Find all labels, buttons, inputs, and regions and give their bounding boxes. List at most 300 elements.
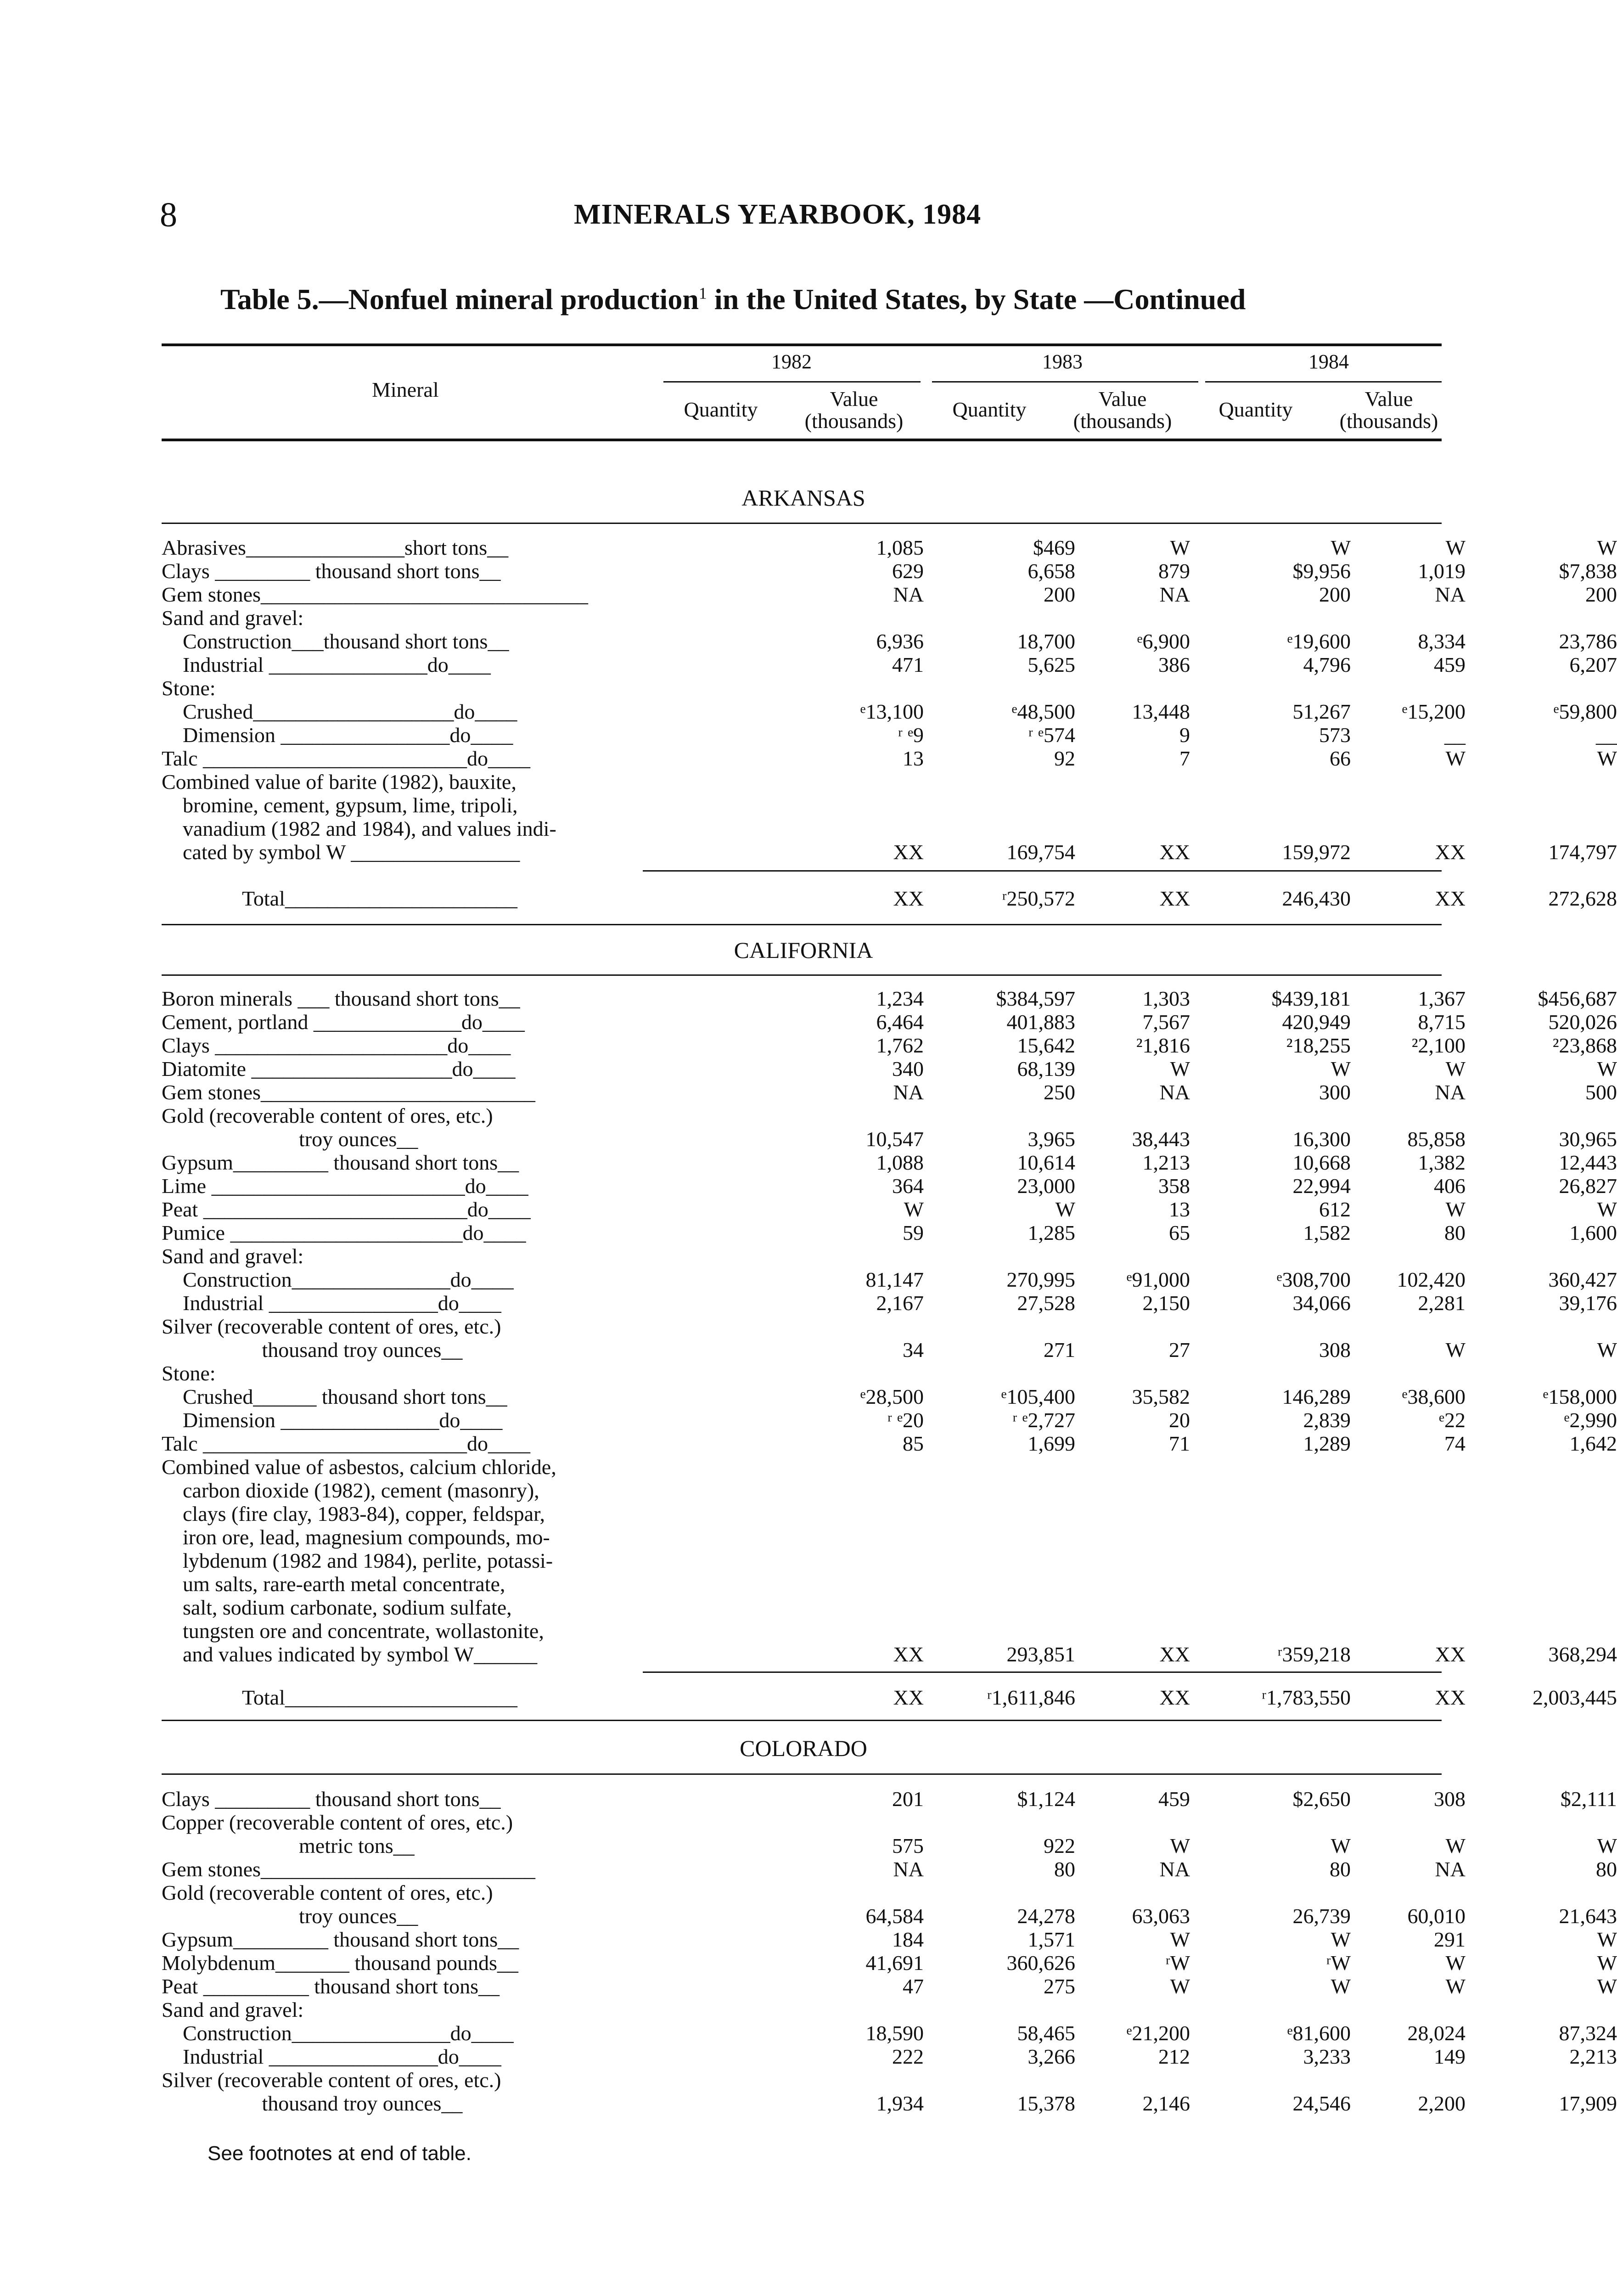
cell: W bbox=[1445, 1951, 1465, 1975]
cell: 2,839 bbox=[1303, 1408, 1351, 1432]
row-label: lybdenum (1982 and 1984), perlite, potassi- bbox=[162, 1549, 553, 1572]
cell: W bbox=[1445, 1198, 1465, 1221]
cell: 300 bbox=[1319, 1080, 1351, 1104]
cell: 1,019 bbox=[1418, 559, 1465, 583]
cell: 1,085 bbox=[876, 536, 924, 559]
cell: W bbox=[1597, 1975, 1617, 1998]
cell: ᵉ38,600 bbox=[1402, 1385, 1465, 1408]
cell: 28,024 bbox=[1407, 2021, 1465, 2045]
cell: 1,642 bbox=[1569, 1432, 1617, 1455]
row-label: Sand and gravel: bbox=[162, 1244, 304, 1268]
cell: ʳ1,783,550 bbox=[1262, 1686, 1351, 1709]
table-row bbox=[162, 1338, 1617, 1362]
cell: 2,167 bbox=[876, 1291, 924, 1315]
cell: 471 bbox=[892, 653, 924, 676]
table-row bbox=[162, 1811, 1442, 1834]
cell: NA bbox=[1159, 1857, 1190, 1881]
cell: 573 bbox=[1319, 723, 1351, 747]
cell: __ bbox=[1444, 723, 1465, 747]
row-label: thousand troy ounces__ bbox=[162, 2092, 463, 2115]
table-row bbox=[162, 700, 1617, 723]
cell: 26,827 bbox=[1559, 1174, 1617, 1198]
cell: W bbox=[1597, 1057, 1617, 1080]
cell: 7,567 bbox=[1142, 1010, 1190, 1034]
table-row bbox=[162, 1408, 1617, 1432]
cell: ᵉ81,600 bbox=[1287, 2021, 1351, 2045]
cell: 308 bbox=[1319, 1338, 1351, 1362]
value-header-1984 bbox=[1318, 388, 1460, 433]
row-label: Sand and gravel: bbox=[162, 1998, 304, 2021]
table-row-total-arkansas bbox=[162, 887, 1617, 910]
cell: 8,334 bbox=[1418, 630, 1465, 653]
cell: XX bbox=[893, 840, 924, 864]
cell: 92 bbox=[1054, 747, 1075, 770]
page-number: 8 bbox=[160, 196, 177, 234]
cell: 80 bbox=[1444, 1221, 1465, 1244]
cell: 1,571 bbox=[1027, 1928, 1075, 1951]
cell: XX bbox=[893, 1686, 924, 1709]
cell: NA bbox=[1435, 1080, 1465, 1104]
cell: 13 bbox=[903, 747, 924, 770]
row-label: Lime ________________________do____ bbox=[162, 1174, 528, 1198]
cell: 8,715 bbox=[1418, 1010, 1465, 1034]
cell: 102,420 bbox=[1397, 1268, 1465, 1291]
cell: 401,883 bbox=[1006, 1010, 1075, 1034]
cell: W bbox=[1331, 1928, 1351, 1951]
row-label: salt, sodium carbonate, sodium sulfate, bbox=[162, 1596, 512, 1619]
cell: ᵉ59,800 bbox=[1553, 700, 1617, 723]
cell: 38,443 bbox=[1132, 1127, 1190, 1151]
row-label: Clays _________ thousand short tons__ bbox=[162, 1787, 501, 1811]
row-label: troy ounces__ bbox=[162, 1127, 418, 1151]
year-1982-header: 1982 bbox=[771, 350, 812, 373]
cell: 272,628 bbox=[1548, 887, 1617, 910]
cell: ²18,255 bbox=[1286, 1034, 1351, 1057]
cell: 81,147 bbox=[865, 1268, 924, 1291]
table-row bbox=[162, 1010, 1617, 1034]
cell: 4,796 bbox=[1303, 653, 1351, 676]
cell: 87,324 bbox=[1559, 2021, 1617, 2045]
table-row bbox=[162, 1291, 1617, 1315]
california-subtotal-rule bbox=[643, 1671, 1442, 1673]
cell: W bbox=[1445, 1975, 1465, 1998]
cell: 24,278 bbox=[1017, 1904, 1075, 1928]
cell: NA bbox=[1435, 1857, 1465, 1881]
cell: W bbox=[1597, 536, 1617, 559]
cell: 85 bbox=[903, 1432, 924, 1455]
cell: $9,956 bbox=[1292, 559, 1351, 583]
cell: 1,600 bbox=[1569, 1221, 1617, 1244]
cell: 459 bbox=[1434, 653, 1465, 676]
cell: $384,597 bbox=[996, 987, 1075, 1010]
cell: 364 bbox=[892, 1174, 924, 1198]
cell: ʳ ᵉ574 bbox=[1028, 723, 1075, 747]
cell: 340 bbox=[892, 1057, 924, 1080]
cell: NA bbox=[893, 583, 924, 606]
row-label: Industrial _______________do____ bbox=[162, 653, 491, 676]
row-label: Industrial ________________do____ bbox=[162, 1291, 501, 1315]
cell: 1,582 bbox=[1303, 1221, 1351, 1244]
cell: W bbox=[1597, 1338, 1617, 1362]
cell: 9 bbox=[1179, 723, 1190, 747]
cell: 80 bbox=[1330, 1857, 1351, 1881]
cell: 200 bbox=[1585, 583, 1617, 606]
table-row bbox=[162, 1151, 1617, 1174]
table-row bbox=[162, 1127, 1617, 1151]
arkansas-subtotal-rule bbox=[643, 870, 1442, 872]
row-label: Total______________________ bbox=[242, 887, 517, 910]
cell: W bbox=[1055, 1198, 1075, 1221]
table-row bbox=[162, 630, 1617, 653]
cell: 1,934 bbox=[876, 2092, 924, 2115]
row-label: Construction___thousand short tons__ bbox=[162, 630, 509, 653]
table-row bbox=[162, 677, 1442, 700]
table-row bbox=[162, 1975, 1617, 1998]
cell: ᵉ91,000 bbox=[1126, 1268, 1190, 1291]
table-row bbox=[162, 1245, 1442, 1268]
row-label: Crushed______ thousand short tons__ bbox=[162, 1385, 507, 1408]
cell: 2,200 bbox=[1418, 2092, 1465, 2115]
cell: 520,026 bbox=[1548, 1010, 1617, 1034]
cell: 24,546 bbox=[1292, 2092, 1351, 2115]
cell: 1,382 bbox=[1418, 1151, 1465, 1174]
cell: 17,909 bbox=[1559, 2092, 1617, 2115]
table-row bbox=[162, 1268, 1617, 1291]
cell: 291 bbox=[1434, 1928, 1465, 1951]
row-label: vanadium (1982 and 1984), and values indi- bbox=[162, 817, 556, 840]
cell: 10,668 bbox=[1292, 1151, 1351, 1174]
cell: ʳ1,611,846 bbox=[987, 1686, 1075, 1709]
cell: 13,448 bbox=[1132, 700, 1190, 723]
table-row bbox=[162, 1951, 1617, 1975]
cell: 1,303 bbox=[1142, 987, 1190, 1010]
row-label: Dimension ________________do____ bbox=[162, 723, 513, 747]
cell: NA bbox=[1435, 583, 1465, 606]
table-row bbox=[162, 1174, 1617, 1198]
cell: 64,584 bbox=[865, 1904, 924, 1928]
cell: 270,995 bbox=[1006, 1268, 1075, 1291]
cell: XX bbox=[1159, 887, 1190, 910]
cell: ²23,868 bbox=[1552, 1034, 1617, 1057]
table-row bbox=[162, 817, 1442, 840]
cell: 575 bbox=[892, 1834, 924, 1857]
row-label: Gold (recoverable content of ores, etc.) bbox=[162, 1104, 493, 1127]
cell: NA bbox=[893, 1857, 924, 1881]
cell: 10,614 bbox=[1017, 1151, 1075, 1174]
cell: __ bbox=[1596, 723, 1617, 747]
cell: 35,582 bbox=[1132, 1385, 1190, 1408]
row-label: Peat __________ thousand short tons__ bbox=[162, 1975, 500, 1998]
cell: NA bbox=[1159, 1080, 1190, 1104]
row-label: Diatomite ___________________do____ bbox=[162, 1057, 516, 1080]
cell: W bbox=[1597, 1928, 1617, 1951]
row-label: Gypsum_________ thousand short tons__ bbox=[162, 1151, 519, 1174]
table-top-rule bbox=[162, 343, 1442, 346]
cell: 60,010 bbox=[1407, 1904, 1465, 1928]
table-row bbox=[162, 1104, 1442, 1127]
cell: $2,650 bbox=[1292, 1787, 1351, 1811]
row-label: troy ounces__ bbox=[162, 1904, 418, 1928]
table-row bbox=[162, 1080, 1617, 1104]
cell: 1,289 bbox=[1303, 1432, 1351, 1455]
cell: W bbox=[1597, 1198, 1617, 1221]
cell: ᵉ2,990 bbox=[1564, 1408, 1617, 1432]
cell: 15,378 bbox=[1017, 2092, 1075, 2115]
table-row bbox=[162, 2045, 1617, 2068]
value-header-1983-l2: (thousands) bbox=[1073, 409, 1172, 433]
cell: 39,176 bbox=[1559, 1291, 1617, 1315]
year-1983-rule bbox=[932, 381, 1198, 383]
row-label: Molybdenum_______ thousand pounds__ bbox=[162, 1951, 518, 1975]
cell: 222 bbox=[892, 2045, 924, 2068]
cell: 51,267 bbox=[1292, 700, 1351, 723]
cell: ʳ359,218 bbox=[1277, 1643, 1351, 1666]
table-row bbox=[162, 1881, 1442, 1904]
row-label: Peat _________________________do____ bbox=[162, 1198, 531, 1221]
cell: W bbox=[1445, 1834, 1465, 1857]
cell: 59 bbox=[903, 1221, 924, 1244]
state-rule-california bbox=[162, 974, 1442, 976]
cell: 3,266 bbox=[1027, 2045, 1075, 2068]
cell: ᵉ19,600 bbox=[1287, 630, 1351, 653]
cell: 3,965 bbox=[1027, 1127, 1075, 1151]
value-header-1982 bbox=[783, 388, 925, 433]
cell: XX bbox=[1435, 887, 1465, 910]
cell: XX bbox=[1435, 1643, 1465, 1666]
table-row bbox=[162, 1998, 1442, 2021]
cell: W bbox=[1445, 536, 1465, 559]
section-end-rule-arkansas bbox=[162, 924, 1442, 925]
quantity-header-1984: Quantity bbox=[1218, 398, 1293, 421]
cell: 360,626 bbox=[1006, 1951, 1075, 1975]
table-row bbox=[162, 1787, 1617, 1811]
table-row bbox=[162, 1573, 1442, 1596]
cell: NA bbox=[1159, 583, 1190, 606]
table-row bbox=[162, 1456, 1442, 1479]
table-row bbox=[162, 1596, 1442, 1619]
table-row bbox=[162, 1057, 1617, 1080]
cell: 34 bbox=[903, 1338, 924, 1362]
cell: W bbox=[1331, 1057, 1351, 1080]
cell: 10,547 bbox=[865, 1127, 924, 1151]
cell: 71 bbox=[1169, 1432, 1190, 1455]
table-row bbox=[162, 794, 1442, 817]
table-title-footnote-mark: 1 bbox=[698, 284, 707, 303]
cell: $1,124 bbox=[1017, 1787, 1075, 1811]
state-rule-arkansas bbox=[162, 523, 1442, 524]
cell: 149 bbox=[1434, 2045, 1465, 2068]
cell: W bbox=[1445, 1338, 1465, 1362]
cell: W bbox=[1331, 1975, 1351, 1998]
row-label: um salts, rare-earth metal concentrate, bbox=[162, 1572, 505, 1596]
cell: 200 bbox=[1319, 583, 1351, 606]
cell: 80 bbox=[1054, 1857, 1075, 1881]
cell: ²1,816 bbox=[1136, 1034, 1190, 1057]
table-row bbox=[162, 2092, 1617, 2115]
cell: 74 bbox=[1444, 1432, 1465, 1455]
cell: ᵉ6,900 bbox=[1137, 630, 1190, 653]
row-label: Gypsum_________ thousand short tons__ bbox=[162, 1928, 519, 1951]
cell: 80 bbox=[1596, 1857, 1617, 1881]
year-1984-header: 1984 bbox=[1308, 350, 1349, 373]
cell: 15,642 bbox=[1017, 1034, 1075, 1057]
table-row bbox=[162, 1362, 1442, 1385]
cell: 922 bbox=[1044, 1834, 1075, 1857]
cell: 2,150 bbox=[1142, 1291, 1190, 1315]
state-heading-arkansas: ARKANSAS bbox=[741, 485, 865, 511]
cell: W bbox=[1170, 1057, 1190, 1080]
row-label: Total______________________ bbox=[242, 1686, 517, 1709]
row-label: and values indicated by symbol W______ bbox=[162, 1643, 538, 1666]
row-label: Stone: bbox=[162, 1362, 216, 1385]
state-heading-california: CALIFORNIA bbox=[734, 937, 873, 963]
row-label: Boron minerals ___ thousand short tons__ bbox=[162, 987, 520, 1010]
table-row bbox=[162, 1503, 1442, 1525]
cell: ᵉ21,200 bbox=[1126, 2021, 1190, 2045]
cell: 22,994 bbox=[1292, 1174, 1351, 1198]
row-label: Construction_______________do____ bbox=[162, 2021, 514, 2045]
cell: XX bbox=[1435, 840, 1465, 864]
cell: ᵉ15,200 bbox=[1402, 700, 1465, 723]
row-label: Gem stones__________________________ bbox=[162, 1857, 535, 1881]
row-label: bromine, cement, gypsum, lime, tripoli, bbox=[162, 793, 518, 817]
cell: $469 bbox=[1033, 536, 1075, 559]
cell: 41,691 bbox=[865, 1951, 924, 1975]
cell: 23,786 bbox=[1559, 630, 1617, 653]
cell: 6,936 bbox=[876, 630, 924, 653]
cell: 27 bbox=[1169, 1338, 1190, 1362]
table-title-pre: Table 5.—Nonfuel mineral production bbox=[220, 283, 699, 315]
cell: ʳW bbox=[1165, 1951, 1190, 1975]
cell: 16,300 bbox=[1292, 1127, 1351, 1151]
cell: 68,139 bbox=[1017, 1057, 1075, 1080]
cell: 246,430 bbox=[1282, 887, 1351, 910]
cell: XX bbox=[893, 887, 924, 910]
row-label: Copper (recoverable content of ores, etc.) bbox=[162, 1811, 513, 1834]
row-label: Gem stones_______________________________ bbox=[162, 583, 588, 606]
table-row bbox=[162, 536, 1617, 559]
cell: 5,625 bbox=[1027, 653, 1075, 676]
cell: ᵉ48,500 bbox=[1011, 700, 1075, 723]
value-header-1984-l1: Value bbox=[1364, 387, 1413, 411]
year-1983-header: 1983 bbox=[1042, 350, 1083, 373]
table-row-total-california bbox=[162, 1686, 1617, 1709]
cell: ᵉ158,000 bbox=[1543, 1385, 1617, 1408]
cell: 7 bbox=[1179, 747, 1190, 770]
row-label: Gold (recoverable content of ores, etc.) bbox=[162, 1881, 493, 1904]
row-label: Gem stones__________________________ bbox=[162, 1080, 535, 1104]
cell: 18,590 bbox=[865, 2021, 924, 2045]
table-row bbox=[162, 559, 1617, 583]
cell: 1,762 bbox=[876, 1034, 924, 1057]
state-rule-colorado bbox=[162, 1773, 1442, 1775]
cell: ᵉ105,400 bbox=[1001, 1385, 1075, 1408]
cell: 21,643 bbox=[1559, 1904, 1617, 1928]
row-label: Abrasives_______________short tons__ bbox=[162, 536, 509, 559]
cell: 368,294 bbox=[1548, 1643, 1617, 1666]
cell: 2,213 bbox=[1569, 2045, 1617, 2068]
row-label: Talc _________________________do____ bbox=[162, 1432, 531, 1455]
row-label: Industrial ________________do____ bbox=[162, 2045, 501, 2068]
cell: 308 bbox=[1434, 1787, 1465, 1811]
table-row bbox=[162, 1857, 1617, 1881]
cell: 271 bbox=[1044, 1338, 1075, 1362]
cell: 12,443 bbox=[1559, 1151, 1617, 1174]
table-row bbox=[162, 1834, 1617, 1857]
cell: XX bbox=[893, 1643, 924, 1666]
row-label: metric tons__ bbox=[162, 1834, 415, 1857]
cell: 358 bbox=[1158, 1174, 1190, 1198]
cell: 2,003,445 bbox=[1533, 1686, 1617, 1709]
row-label: Sand and gravel: bbox=[162, 606, 304, 630]
cell: ᵉ308,700 bbox=[1276, 1268, 1351, 1291]
cell: W bbox=[904, 1198, 924, 1221]
cell: 26,739 bbox=[1292, 1904, 1351, 1928]
cell: 65 bbox=[1169, 1221, 1190, 1244]
row-label: Talc _________________________do____ bbox=[162, 747, 531, 770]
cell: ʳ ᵉ2,727 bbox=[1012, 1408, 1075, 1432]
row-label: carbon dioxide (1982), cement (masonry), bbox=[162, 1479, 539, 1502]
cell: 58,465 bbox=[1017, 2021, 1075, 2045]
cell: 174,797 bbox=[1548, 840, 1617, 864]
cell: W bbox=[1170, 1928, 1190, 1951]
cell: ʳ250,572 bbox=[1002, 887, 1075, 910]
cell: W bbox=[1597, 747, 1617, 770]
table-title-post: in the United States, by State —Continued bbox=[707, 283, 1246, 315]
cell: ᵉ13,100 bbox=[860, 700, 924, 723]
cell: 1,234 bbox=[876, 987, 924, 1010]
cell: 500 bbox=[1585, 1080, 1617, 1104]
cell: W bbox=[1445, 747, 1465, 770]
cell: 85,858 bbox=[1407, 1127, 1465, 1151]
cell: 34,066 bbox=[1292, 1291, 1351, 1315]
cell: 386 bbox=[1158, 653, 1190, 676]
cell: XX bbox=[1435, 1686, 1465, 1709]
mineral-column-header: Mineral bbox=[372, 378, 439, 401]
table-row bbox=[162, 840, 1617, 864]
cell: 1,367 bbox=[1418, 987, 1465, 1010]
cell: 63,063 bbox=[1132, 1904, 1190, 1928]
cell: $2,111 bbox=[1560, 1787, 1617, 1811]
row-label: Silver (recoverable content of ores, etc.) bbox=[162, 1315, 501, 1338]
row-label: tungsten ore and concentrate, wollastonite, bbox=[162, 1619, 544, 1643]
row-label: Combined value of asbestos, calcium chloride, bbox=[162, 1455, 556, 1479]
table-row bbox=[162, 771, 1442, 793]
value-header-1984-l2: (thousands) bbox=[1339, 409, 1438, 433]
year-1984-rule bbox=[1205, 381, 1442, 383]
cell: 159,972 bbox=[1282, 840, 1351, 864]
value-header-1983 bbox=[1051, 388, 1194, 433]
row-label: cated by symbol W ________________ bbox=[162, 840, 520, 864]
table-row bbox=[162, 1034, 1617, 1057]
cell: NA bbox=[893, 1080, 924, 1104]
cell: W bbox=[1170, 536, 1190, 559]
table-row bbox=[162, 1198, 1617, 1221]
state-heading-colorado: COLORADO bbox=[740, 1735, 867, 1761]
row-label: Clays _________ thousand short tons__ bbox=[162, 559, 501, 583]
cell: 20 bbox=[1169, 1408, 1190, 1432]
cell: W bbox=[1331, 536, 1351, 559]
cell: ᵉ22 bbox=[1439, 1408, 1465, 1432]
cell: 27,528 bbox=[1017, 1291, 1075, 1315]
table-row bbox=[162, 1385, 1617, 1408]
cell: 275 bbox=[1044, 1975, 1075, 1998]
table-row bbox=[162, 1479, 1442, 1502]
cell: 6,207 bbox=[1569, 653, 1617, 676]
table-row bbox=[162, 1904, 1617, 1928]
table-row bbox=[162, 653, 1617, 676]
table-row bbox=[162, 1928, 1617, 1951]
